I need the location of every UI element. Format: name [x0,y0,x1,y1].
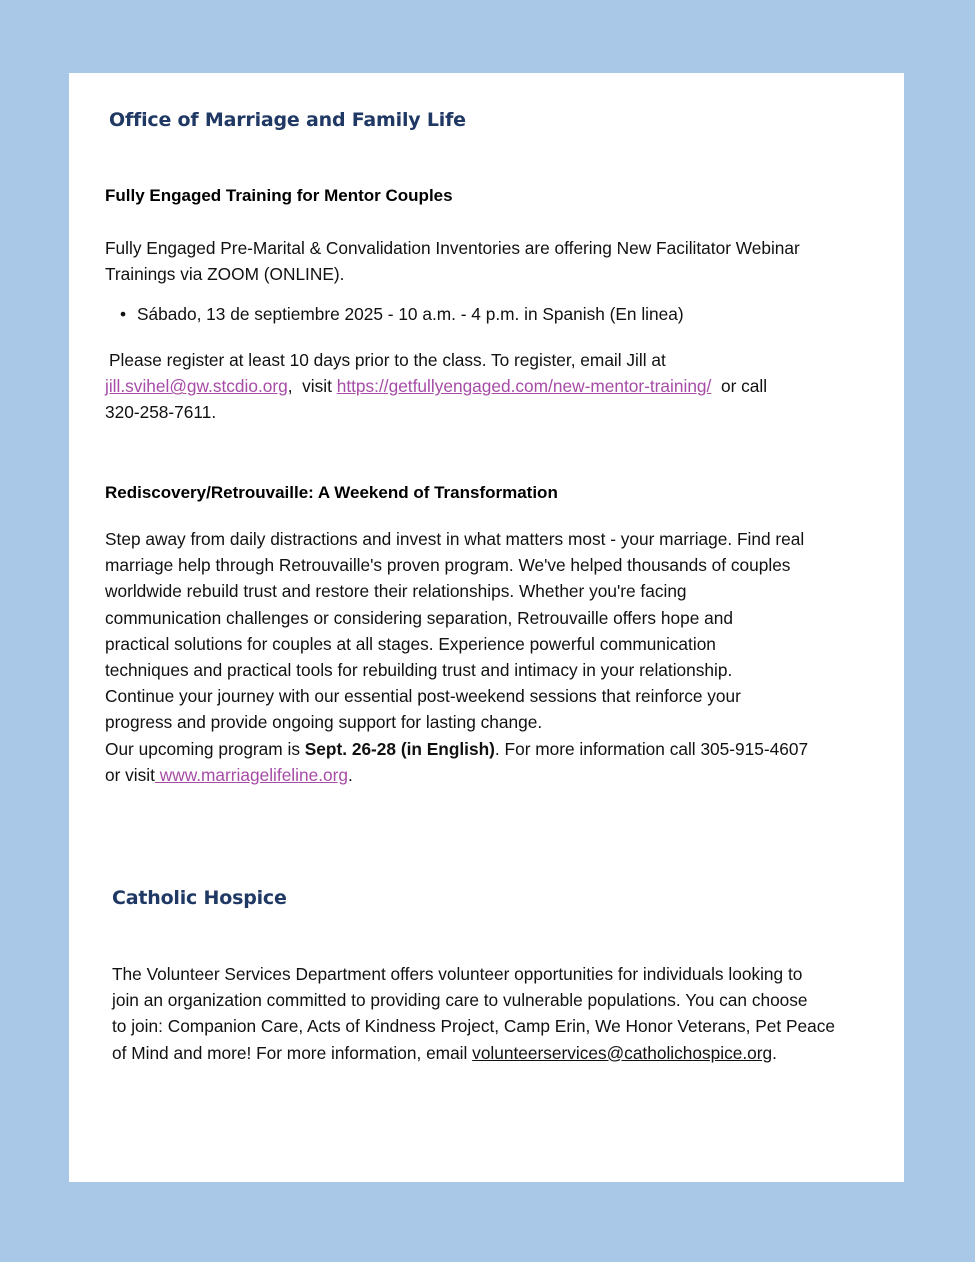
upcoming-prefix: Our upcoming program is [105,738,305,759]
bullet-icon: • [120,304,127,324]
hospice-paragraph [112,961,835,1066]
visit-prefix: or visit [105,764,155,785]
session-text: Sábado, 13 de septiembre 2025 - 10 a.m. - 4 p.m. in Spanish (En linea) [137,304,684,324]
body-line: worldwide rebuild trust and restore their relationships. Whether you're facing [105,581,687,602]
marriagelifeline-link[interactable]: www.marriagelifeline.org [154,764,348,785]
volunteer-email-link[interactable]: volunteerservices@catholichospice.org [472,1042,773,1063]
body-line: Step away from daily distractions and invest in what matters most - your marriage. Find real [105,529,805,549]
body-line: marriage help through Retrouvaille's proven program. We've helped thousands of couples [105,555,791,576]
phone-text: 320-258-7611. [105,402,217,423]
body-line: progress and provide ongoing support for lasting change. [105,712,543,733]
upcoming-suffix: . For more information call 305-915-4607 [494,738,809,759]
last-prefix: of Mind and more! For more information, email [112,1042,473,1063]
period: . [347,764,353,785]
body-line: Continue your journey with our essential post-weekend sessions that reinforce your [105,686,741,707]
period: . [772,1042,777,1063]
jill-email-link[interactable]: jill.svihel@gw.stcdio.org [105,376,288,397]
intro-line: Fully Engaged Pre-Marital & Convalidation Inventories are offering New Facilitator Webinar [105,238,800,258]
call-text: or call [711,376,768,397]
visit-text: , visit [287,376,337,397]
session-list-item [120,304,684,325]
body-line: practical solutions for couples at all stages. Experience powerful communication [105,633,716,654]
retrouvaille-paragraph [105,526,808,788]
body-line: join an organization committed to providing care to vulnerable populations. You can choose [112,990,808,1011]
body-line: techniques and practical tools for rebuilding trust and intimacy in your relationship. [105,660,733,681]
register-text: Please register at least 10 days prior to the class. To register, email Jill at [109,350,666,370]
fully-engaged-url-link[interactable]: https://getfullyengaged.com/new-mentor-training/ [336,376,712,397]
retrouvaille-heading: Rediscovery/Retrouvaille: A Weekend of Transformation [105,483,558,502]
body-line: to join: Companion Care, Acts of Kindness Project, Camp Erin, We Honor Veterans, Pet Peace [112,1016,835,1037]
page [69,73,904,1182]
upcoming-date: Sept. 26-28 (in English) [304,738,495,759]
intro-line: Trainings via ZOOM (ONLINE). [105,264,345,285]
body-line: The Volunteer Services Department offers volunteer opportunities for individuals looking to [112,964,803,984]
fully-engaged-intro [105,235,800,287]
body-line: communication challenges or considering separation, Retrouvaille offers hope and [105,607,733,628]
hospice-title: Catholic Hospice [112,887,287,909]
register-paragraph [105,347,767,426]
fully-engaged-heading: Fully Engaged Training for Mentor Couples [105,186,453,205]
office-title: Office of Marriage and Family Life [109,109,466,131]
